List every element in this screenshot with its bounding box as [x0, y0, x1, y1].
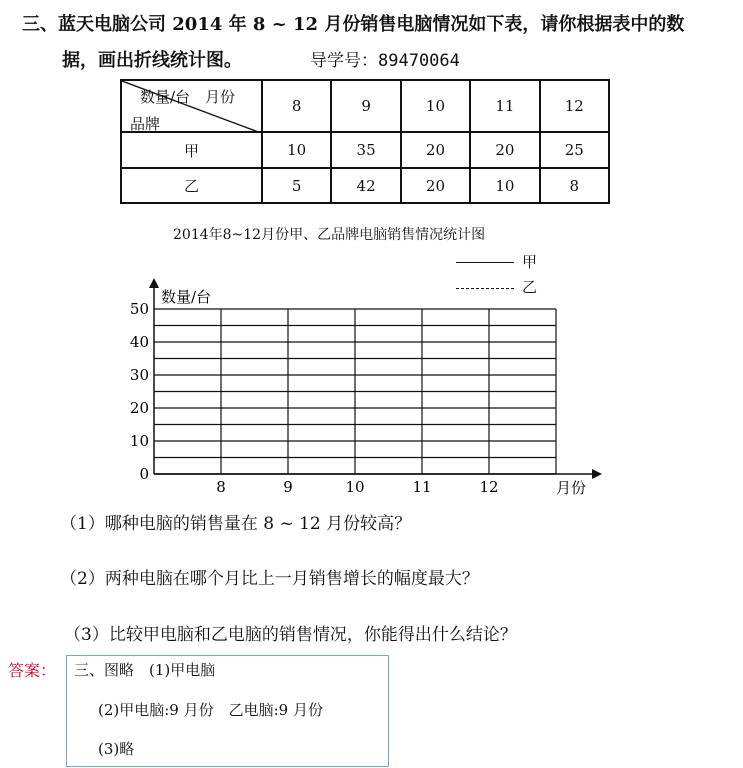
question-2: （2）两种电脑在哪个月比上一月销售增长的幅度最大？ [60, 569, 479, 589]
answer-label: 答案： [8, 661, 57, 680]
answer-line-3: (3)略 [98, 740, 135, 758]
value-cell: 25 [540, 132, 609, 168]
y-tick-label: 50 [129, 300, 149, 318]
month-header: 12 [540, 80, 609, 132]
month-header: 10 [401, 80, 470, 132]
question-1: （1）哪种电脑的销售量在 8 ~ 12 月份较高？ [60, 514, 412, 534]
corner-bottom-label: 品牌 [130, 115, 161, 133]
month-header: 11 [470, 80, 539, 132]
y-tick-label: 20 [129, 399, 149, 417]
problem-title-line1: 三、蓝天电脑公司 2014 年 8 ~ 12 月份销售电脑情况如下表，请你根据表中的数 [22, 14, 685, 35]
y-axis-label: 数量/台 [161, 288, 212, 306]
value-cell: 20 [401, 168, 470, 203]
answer-line-2: (2)甲电脑:9 月份 乙电脑:9 月份 [98, 701, 323, 719]
value-cell: 5 [262, 168, 331, 203]
y-tick-label: 10 [129, 432, 149, 450]
value-cell: 42 [331, 168, 400, 203]
chart-title: 2014年8~12月份甲、乙品牌电脑销售情况统计图 [173, 227, 486, 243]
month-header: 8 [262, 80, 331, 132]
study-code-label: 导学号： [310, 51, 378, 71]
x-tick-label: 11 [412, 478, 432, 496]
y-axis-arrow [149, 278, 159, 288]
value-cell: 20 [401, 132, 470, 168]
x-tick-label: 12 [479, 478, 499, 496]
x-axis-arrow [592, 469, 602, 479]
y-tick-label: 0 [139, 465, 149, 483]
x-tick-label: 8 [216, 478, 226, 496]
legend-label-jia: 甲 [522, 253, 538, 271]
value-cell: 8 [540, 168, 609, 203]
value-cell: 20 [470, 132, 539, 168]
study-code-value: 89470064 [378, 51, 460, 71]
value-cell: 10 [262, 132, 331, 168]
x-tick-label: 9 [283, 478, 293, 496]
value-cell: 35 [331, 132, 400, 168]
question-3: （3）比较甲电脑和乙电脑的销售情况，你能得出什么结论？ [64, 625, 517, 645]
brand-cell: 乙 [121, 168, 262, 203]
corner-top-label: 数量/台 月份 [140, 88, 236, 106]
y-tick-label: 40 [129, 333, 149, 351]
x-axis-label: 月份 [556, 479, 587, 497]
answer-line-1: 三、图略 (1)甲电脑 [74, 661, 216, 679]
month-header: 9 [331, 80, 400, 132]
legend-label-yi: 乙 [522, 278, 538, 296]
x-tick-label: 10 [345, 478, 365, 496]
brand-cell: 甲 [121, 132, 262, 168]
problem-title-line2: 据，画出折线统计图。 [62, 50, 242, 71]
y-tick-label: 30 [129, 366, 149, 384]
value-cell: 10 [470, 168, 539, 203]
